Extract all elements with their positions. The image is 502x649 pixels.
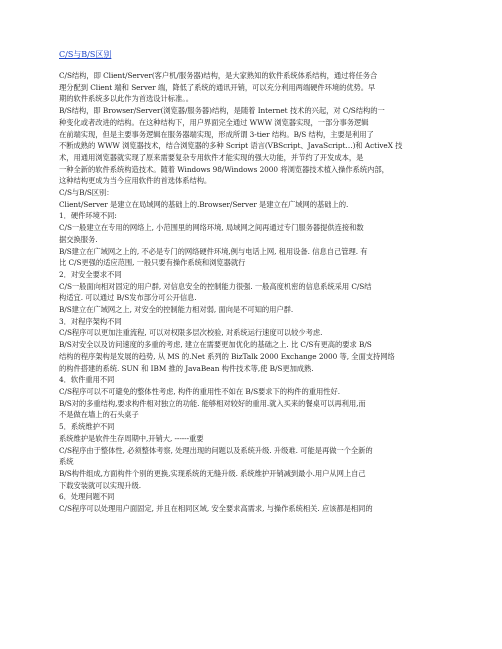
body-line: 1．硬件环境不同: (59, 211, 117, 221)
body-line: C/S程序由于整体性, 必须整体考察, 处理出现的问题以及系统升级. 升级难. 可能是再做一个全新的 (59, 445, 373, 455)
body-line: 的构件搭建的系统. SUN 和 IBM 推的 JavaBean 构件技术等,使 B/S更加成熟. (59, 363, 314, 373)
body-line: 一种全新的软件系统构造技术。随着 Windows 98/Windows 2000 将浏览器技术植入操作系统内部， (59, 164, 389, 174)
body-line: 2．对安全要求不同 (59, 269, 122, 279)
body-line: C/S程序可以更加注重流程, 可以对权限多层次校验, 对系统运行速度可以较少考虑. (59, 328, 323, 338)
document-title-link[interactable]: C/S与B/S区别 (59, 50, 112, 59)
body-line: 结构的程序架构是发展的趋势, 从 MS 的.Net 系列的 BizTalk 2000 Exchange 2000 等, 全面支持网络 (59, 351, 395, 361)
document-body (59, 70, 449, 515)
body-line: 3．对程序架构不同 (59, 316, 122, 326)
body-line: 不是做在墙上的石头桌子 (59, 410, 139, 420)
body-line: B/S建立在广域网之上的, 不必是专门的网络硬件环境,例与电话上网, 租用设备. 信息自己管理. 有 (59, 246, 368, 256)
body-line: B/S对安全以及访问速度的多重的考虑, 建立在需要更加优化的基础之上. 比 C/S有更高的要求 B/S (59, 340, 372, 350)
body-line: 这种结构更成为当今应用软件的首选体系结构。 (59, 176, 212, 186)
body-line: C/S与B/S区别： (59, 188, 114, 198)
body-line: 期的软件系统多以此作为首选设计标准。。 (59, 94, 194, 104)
document-page (59, 42, 449, 515)
body-line: 4．软件重用不同 (59, 375, 115, 385)
body-line: 不断成熟的 WWW 浏览器技术，结合浏览器的多种 Script 语言(VBScript、JavaScript…)和 ActiveX 技 (59, 141, 403, 151)
body-line: 构适宜. 可以通过 B/S发布部分可公开信息. (59, 293, 197, 303)
body-line: C/S一般建立在专用的网络上, 小范围里的网络环境, 局域网之间再通过专门服务器提供连接和数 (59, 223, 364, 233)
body-line: 种变化或者改进的结构。在这种结构下，用户界面完全通过 WWW 浏览器实现，一部分事务逻辑 (59, 117, 369, 127)
body-line: 比 C/S更强的适应范围, 一般只要有操作系统和浏览器就行 (59, 258, 246, 268)
body-line: C/S一般面向相对固定的用户群, 对信息安全的控制能力很强. 一般高度机密的信息系统采用 C/S结 (59, 281, 372, 291)
body-line: B/S结构，即 Browser/Server(浏览器/服务器)结构，是随着 Internet 技术的兴起，对 C/S结构的一 (59, 106, 385, 116)
body-line: 系统维护是软件生存周期中,开销大, ------重要 (59, 433, 204, 443)
body-line: B/S建立在广域网之上, 对安全的控制能力相对弱, 面向是不可知的用户群. (59, 305, 294, 315)
body-line: B/S构件组成,方面构件个别的更换,实现系统的无缝升级. 系统维护开销减到最小.用户从网上自己 (59, 468, 366, 478)
body-line: 5．系统维护不同 (59, 422, 115, 432)
body-line: 6．处理问题不同 (59, 492, 115, 502)
body-line: B/S对的多重结构,要求构件相对独立的功能. 能够相对较好的重用.就入买来的餐桌可以再利用,而 (59, 398, 366, 408)
body-line: 在前端实现，但是主要事务逻辑在服务器端实现，形成所谓 3-tier 结构。B/S 结构，主要是利用了 (59, 129, 374, 139)
body-line: C/S结构，即 Client/Server(客户机/服务器)结构，是大家熟知的软件系统体系结构，通过将任务合 (59, 71, 378, 80)
body-line: Client/Server 是建立在局域网的基础上的.Browser/Server 是建立在广域网的基础上的. (59, 199, 349, 209)
body-line: C/S程序可以处理用户面固定, 并且在相同区域, 安全要求高需求, 与操作系统相关. 应该都是相同的 (59, 504, 373, 514)
body-line: C/S程序可以不可避免的整体性考虑, 构件的重用性不如在 B/S要求下的构件的重用性好. (59, 386, 341, 396)
body-line: 系统 (59, 457, 74, 467)
body-line: 术，用通用浏览器就实现了原来需要复杂专用软件才能实现的强大功能，并节约了开发成本，是 (59, 152, 364, 162)
body-line: 下载安装就可以实现升级. (59, 480, 141, 490)
body-line: 理分配到 Client 端和 Server 端，降低了系统的通讯开销，可以充分利用两端硬件环境的优势。早 (59, 82, 376, 92)
body-line: 据交换服务. (59, 234, 98, 244)
